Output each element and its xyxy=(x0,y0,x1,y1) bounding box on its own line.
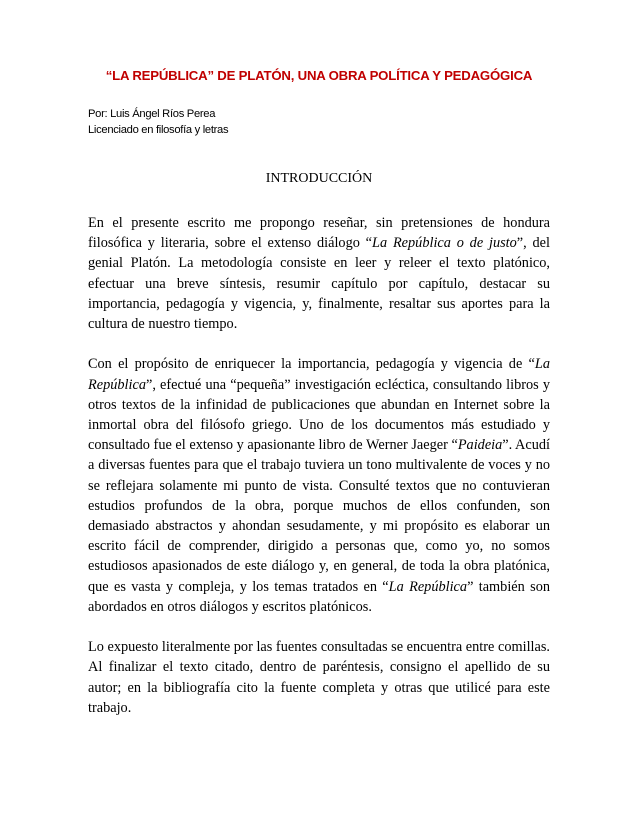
section-heading: INTRODUCCIÓN xyxy=(265,171,373,186)
text-segment: ”, efectué una “pequeña” investigación ecléctica, consultando libros y otros textos de la infinidad de publicaciones que abundan en Internet sobre la inmortal obra del filósofo griego. Uno de los documentos más estudiado y consultado fue el extenso y apasionante libro de Werner Jaeger “ xyxy=(88,376,550,454)
text-segment: Con el propósito de enriquecer la importancia, pedagogía y vigencia de “ xyxy=(88,356,535,373)
document-title: “LA REPÚBLICA” DE PLATÓN, UNA OBRA POLÍTICA Y PEDAGÓGICA xyxy=(105,68,533,83)
paragraph xyxy=(88,637,550,718)
italic-segment: Paideia xyxy=(457,437,503,454)
text-segment: ”, del genial Platón. La metodología consiste en leer y releer el texto platónico, efectuar una breve síntesis, resumir capítulo por capítulo, destacar su importancia, pedagogía y vigencia, y, finalmente, resaltar sus aportes para la cultura de nuestro tiempo. xyxy=(88,235,550,333)
text-segment: Lo expuesto literalmente por las fuentes consultadas se encuentra entre comillas. Al finalizar el texto citado, dentro de paréntesis, consigno el apellido de su autor; en la bibliografía cito la fuente completa y otras que utilicé para este trabajo. xyxy=(88,639,550,716)
paragraph xyxy=(88,213,550,334)
italic-segment: La República xyxy=(388,578,468,595)
text-segment: ” también son abordados en otros diálogos y escritos platónicos. xyxy=(88,578,550,615)
text-segment: ”. Acudí a diversas fuentes para que el trabajo tuviera un tono multivalente de voces y no se reflejara solamente mi punto de vista. Consulté textos que no contuvieran estudios profundos de la obra, porque muchos de ellos confunden, son demasiado abstractos y ahondan sesudamente, y mi propósito es elaborar un escrito fácil de comprender, dirigido a personas que, como yo, no somos estudiosos apasionados de este diálogo y, en general, de toda la obra platónica, que es vasta y compleja, y los temas tratados en “ xyxy=(88,437,550,595)
body-text xyxy=(88,213,550,738)
author-block xyxy=(88,106,228,138)
italic-segment: La República o de justo xyxy=(372,235,517,252)
text-segment: En el presente escrito me propongo reseñar, sin pretensiones de hondura filosófica y literaria, sobre el extenso diálogo “ xyxy=(88,215,550,252)
italic-segment: La República xyxy=(88,356,550,393)
author-line: Por: Luis Ángel Ríos Perea xyxy=(88,108,216,120)
paragraph xyxy=(88,354,550,617)
credential-line: Licenciado en filosofía y letras xyxy=(88,124,229,136)
